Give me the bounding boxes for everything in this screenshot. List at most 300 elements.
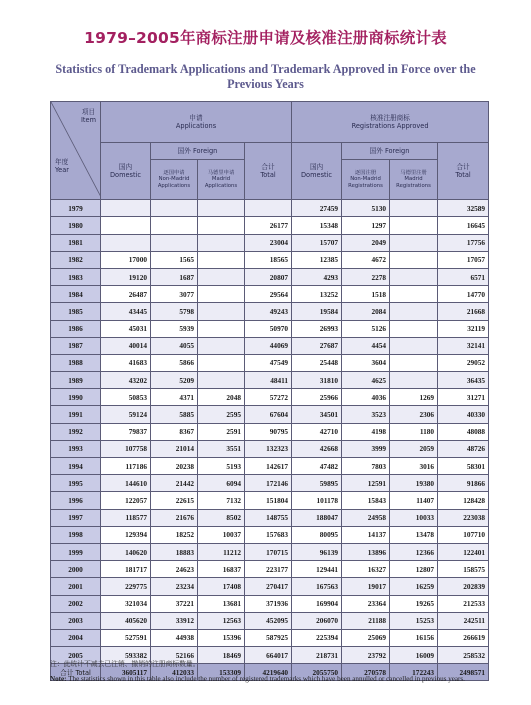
- reg-madrid-cell: [390, 320, 438, 337]
- app-madrid-cell: [198, 337, 245, 354]
- app-total-cell: 172146: [245, 475, 292, 492]
- app-domestic-cell: [101, 234, 151, 251]
- app-madrid-cell: [198, 268, 245, 285]
- table-row: [51, 423, 489, 440]
- app-nonmadrid-cell: [151, 217, 198, 234]
- reg-nonmadrid-cell: 5130: [342, 200, 390, 217]
- reg-total-cell: 32589: [438, 200, 489, 217]
- app-madrid-cell: 3551: [198, 440, 245, 457]
- reg-domestic-cell: 25966: [292, 389, 342, 406]
- app-nonmadrid-cell: 4371: [151, 389, 198, 406]
- table-row: [51, 251, 489, 268]
- app-madrid-cell: [198, 217, 245, 234]
- app-domestic-cell: 40014: [101, 337, 151, 354]
- reg-total-cell: 48726: [438, 440, 489, 457]
- reg-total-cell: 31271: [438, 389, 489, 406]
- year-cell: 1988: [51, 354, 101, 371]
- app-nonmadrid-cell: 21676: [151, 509, 198, 526]
- app-domestic-cell: 229775: [101, 578, 151, 595]
- reg-domestic-cell: 47482: [292, 458, 342, 475]
- reg-nonmadrid-cell: 1518: [342, 286, 390, 303]
- app-madrid-cell: 12563: [198, 612, 245, 629]
- reg-total-cell: 128428: [438, 492, 489, 509]
- reg-domestic-cell: 188047: [292, 509, 342, 526]
- app-nonmadrid-cell: 5885: [151, 406, 198, 423]
- app-domestic-cell: 50853: [101, 389, 151, 406]
- app-domestic-cell: 79837: [101, 423, 151, 440]
- app-madrid-cell: 11212: [198, 543, 245, 560]
- app-nonmadrid-cell: [151, 234, 198, 251]
- note-english: [50, 674, 490, 685]
- app-total-cell: 29564: [245, 286, 292, 303]
- reg-domestic-header: 国内 Domestic: [292, 143, 342, 200]
- app-foreign-header: 国外 Foreign: [151, 143, 245, 160]
- app-madrid-cell: [198, 354, 245, 371]
- year-total-cell: 合计 Total: [51, 664, 101, 681]
- year-cell: 2005: [51, 647, 101, 664]
- nonmadrid-applications-header: 逐国申请 Non-Madrid Applications: [151, 160, 198, 200]
- app-nonmadrid-cell: 5866: [151, 354, 198, 371]
- app-total-cell: 371936: [245, 595, 292, 612]
- app-madrid-cell: 6094: [198, 475, 245, 492]
- app-domestic-cell: [101, 200, 151, 217]
- app-domestic-cell: 117186: [101, 458, 151, 475]
- year-cell: 1998: [51, 526, 101, 543]
- year-cell: 2002: [51, 595, 101, 612]
- reg-total-header: 合计 Total: [438, 143, 489, 200]
- reg-nonmadrid-cell: 16327: [342, 561, 390, 578]
- app-madrid-cell: 17408: [198, 578, 245, 595]
- year-cell: 1993: [51, 440, 101, 457]
- reg-total-cell: 29052: [438, 354, 489, 371]
- table-header: [51, 102, 489, 200]
- year-cell: 1984: [51, 286, 101, 303]
- reg-domestic-cell: 4293: [292, 268, 342, 285]
- year-cell: 2000: [51, 561, 101, 578]
- reg-nonmadrid-cell: 21188: [342, 612, 390, 629]
- app-madrid-cell: 8502: [198, 509, 245, 526]
- reg-nonmadrid-cell: 13896: [342, 543, 390, 560]
- app-madrid-cell: [198, 200, 245, 217]
- reg-domestic-cell: 15348: [292, 217, 342, 234]
- reg-domestic-cell: 42710: [292, 423, 342, 440]
- nonmadrid-registrations-header: 逐国注册 Non-Madrid Registrations: [342, 160, 390, 200]
- reg-madrid-cell: 13478: [390, 526, 438, 543]
- reg-nonmadrid-cell: 12591: [342, 475, 390, 492]
- reg-nonmadrid-cell: 2049: [342, 234, 390, 251]
- app-domestic-cell: 144610: [101, 475, 151, 492]
- reg-madrid-cell: [390, 286, 438, 303]
- note-text: The statistics shown in this table also include the number of registered trademarks which have been annulled or cancelled in previous years.: [68, 675, 465, 683]
- app-domestic-cell: 118577: [101, 509, 151, 526]
- reg-domestic-cell: 101178: [292, 492, 342, 509]
- table-row: [51, 595, 489, 612]
- reg-nonmadrid-cell: 19017: [342, 578, 390, 595]
- reg-foreign-header: 国外 Foreign: [342, 143, 438, 160]
- reg-nonmadrid-cell: 24958: [342, 509, 390, 526]
- app-nonmadrid-cell: [151, 200, 198, 217]
- year-cell: 2003: [51, 612, 101, 629]
- year-cell: 2001: [51, 578, 101, 595]
- reg-total-cell: 91866: [438, 475, 489, 492]
- reg-total-cell: 202839: [438, 578, 489, 595]
- app-domestic-cell: 26487: [101, 286, 151, 303]
- app-madrid-cell: [198, 234, 245, 251]
- reg-domestic-cell: 15707: [292, 234, 342, 251]
- app-madrid-cell: 7132: [198, 492, 245, 509]
- reg-domestic-cell: 13252: [292, 286, 342, 303]
- year-cell: 1994: [51, 458, 101, 475]
- reg-madrid-cell: [390, 303, 438, 320]
- table-row: [51, 286, 489, 303]
- reg-nonmadrid-cell: 3604: [342, 354, 390, 371]
- table-row: [51, 354, 489, 371]
- app-madrid-cell: 15396: [198, 629, 245, 646]
- app-domestic-cell: 129394: [101, 526, 151, 543]
- app-domestic-cell: 593382: [101, 647, 151, 664]
- app-nonmadrid-cell: 21014: [151, 440, 198, 457]
- reg-total-cell: 242511: [438, 612, 489, 629]
- app-domestic-cell: 181717: [101, 561, 151, 578]
- app-total-cell: 90795: [245, 423, 292, 440]
- app-nonmadrid-cell: 5798: [151, 303, 198, 320]
- reg-nonmadrid-cell: 4454: [342, 337, 390, 354]
- reg-domestic-cell: 96139: [292, 543, 342, 560]
- applications-group-header: 申请 Applications: [101, 102, 292, 143]
- reg-nonmadrid-cell: 14137: [342, 526, 390, 543]
- reg-madrid-cell: 10033: [390, 509, 438, 526]
- table-row: [51, 458, 489, 475]
- app-domestic-cell: 321034: [101, 595, 151, 612]
- table-row: [51, 200, 489, 217]
- reg-domestic-cell: 27459: [292, 200, 342, 217]
- reg-total-total-cell: 2498571: [438, 664, 489, 681]
- corner-header-cell: [51, 102, 101, 200]
- reg-madrid-cell: 11407: [390, 492, 438, 509]
- reg-nonmadrid-cell: 4198: [342, 423, 390, 440]
- app-nonmadrid-cell: 52166: [151, 647, 198, 664]
- reg-nonmadrid-cell: 4672: [342, 251, 390, 268]
- reg-madrid-cell: [390, 268, 438, 285]
- app-nonmadrid-cell: 22615: [151, 492, 198, 509]
- app-nonmadrid-cell: 1565: [151, 251, 198, 268]
- reg-nonmadrid-cell: 3523: [342, 406, 390, 423]
- app-madrid-cell: 13681: [198, 595, 245, 612]
- reg-nonmadrid-cell: 7803: [342, 458, 390, 475]
- app-nonmadrid-cell: 21442: [151, 475, 198, 492]
- app-total-cell: 587925: [245, 629, 292, 646]
- app-domestic-cell: 527591: [101, 629, 151, 646]
- app-total-cell: 148755: [245, 509, 292, 526]
- app-total-cell: 18565: [245, 251, 292, 268]
- reg-madrid-total-cell: 172243: [390, 664, 438, 681]
- table-row: [51, 526, 489, 543]
- app-total-cell: 664017: [245, 647, 292, 664]
- reg-total-cell: 158575: [438, 561, 489, 578]
- reg-madrid-cell: 15253: [390, 612, 438, 629]
- reg-madrid-cell: 16009: [390, 647, 438, 664]
- reg-domestic-cell: 19584: [292, 303, 342, 320]
- app-madrid-cell: 2048: [198, 389, 245, 406]
- reg-total-cell: 6571: [438, 268, 489, 285]
- table-row: [51, 475, 489, 492]
- app-madrid-cell: 5193: [198, 458, 245, 475]
- reg-madrid-cell: [390, 217, 438, 234]
- app-total-cell: 50970: [245, 320, 292, 337]
- reg-total-cell: 258532: [438, 647, 489, 664]
- app-nonmadrid-cell: 3077: [151, 286, 198, 303]
- reg-madrid-cell: [390, 354, 438, 371]
- reg-domestic-cell: 25448: [292, 354, 342, 371]
- year-cell: 1996: [51, 492, 101, 509]
- reg-madrid-cell: 2059: [390, 440, 438, 457]
- app-total-cell: 452095: [245, 612, 292, 629]
- app-nonmadrid-cell: 4055: [151, 337, 198, 354]
- year-cell: 1987: [51, 337, 101, 354]
- app-domestic-cell: [101, 217, 151, 234]
- table-row: [51, 509, 489, 526]
- app-nonmadrid-cell: 1687: [151, 268, 198, 285]
- app-total-cell: 49243: [245, 303, 292, 320]
- reg-total-cell: 58301: [438, 458, 489, 475]
- app-nonmadrid-cell: 20238: [151, 458, 198, 475]
- reg-nonmadrid-cell: 4625: [342, 372, 390, 389]
- app-nonmadrid-cell: 18252: [151, 526, 198, 543]
- app-madrid-cell: 2591: [198, 423, 245, 440]
- reg-total-cell: 32141: [438, 337, 489, 354]
- year-cell: 1999: [51, 543, 101, 560]
- app-nonmadrid-cell: 44938: [151, 629, 198, 646]
- app-total-cell: 223177: [245, 561, 292, 578]
- year-cell: 1989: [51, 372, 101, 389]
- reg-domestic-cell: 26993: [292, 320, 342, 337]
- app-total-cell: 157683: [245, 526, 292, 543]
- table-body: [51, 200, 489, 681]
- reg-nonmadrid-cell: 2084: [342, 303, 390, 320]
- reg-total-cell: 32119: [438, 320, 489, 337]
- app-domestic-header: 国内 Domestic: [101, 143, 151, 200]
- app-total-cell: 142617: [245, 458, 292, 475]
- reg-madrid-cell: 12807: [390, 561, 438, 578]
- reg-domestic-cell: 169904: [292, 595, 342, 612]
- app-nonmadrid-cell: 24623: [151, 561, 198, 578]
- app-domestic-total-cell: 3605117: [101, 664, 151, 681]
- reg-nonmadrid-cell: 15843: [342, 492, 390, 509]
- app-total-cell: 170715: [245, 543, 292, 560]
- app-nonmadrid-cell: 33912: [151, 612, 198, 629]
- reg-total-cell: 48088: [438, 423, 489, 440]
- app-total-cell: 270417: [245, 578, 292, 595]
- reg-total-cell: 266619: [438, 629, 489, 646]
- app-domestic-cell: 59124: [101, 406, 151, 423]
- reg-madrid-cell: 16156: [390, 629, 438, 646]
- app-madrid-total-cell: 153309: [198, 664, 245, 681]
- app-nonmadrid-cell: 8367: [151, 423, 198, 440]
- reg-domestic-cell: 34501: [292, 406, 342, 423]
- app-total-cell: 67604: [245, 406, 292, 423]
- app-total-cell: 44069: [245, 337, 292, 354]
- app-madrid-cell: [198, 320, 245, 337]
- app-total-cell: 132323: [245, 440, 292, 457]
- table-row: [51, 389, 489, 406]
- item-label: 项目 Item: [80, 108, 96, 124]
- year-cell: 1986: [51, 320, 101, 337]
- app-domestic-cell: 45031: [101, 320, 151, 337]
- reg-nonmadrid-cell: 25069: [342, 629, 390, 646]
- table-row: [51, 561, 489, 578]
- reg-madrid-cell: 1180: [390, 423, 438, 440]
- reg-madrid-cell: 16259: [390, 578, 438, 595]
- year-cell: 1992: [51, 423, 101, 440]
- table-row: [51, 234, 489, 251]
- madrid-applications-header: 马德里申请 Madrid Applications: [198, 160, 245, 200]
- reg-madrid-cell: 2306: [390, 406, 438, 423]
- app-madrid-cell: [198, 286, 245, 303]
- year-cell: 1990: [51, 389, 101, 406]
- page-title-english: Statistics of Trademark Applications and Trademark Approved in Force over the Previous Years: [55, 62, 476, 91]
- table-row: [51, 268, 489, 285]
- app-madrid-cell: [198, 372, 245, 389]
- note-label: Note:: [50, 675, 67, 683]
- app-total-cell: 20807: [245, 268, 292, 285]
- reg-total-cell: 212533: [438, 595, 489, 612]
- app-nonmadrid-cell: 18883: [151, 543, 198, 560]
- app-domestic-cell: 17000: [101, 251, 151, 268]
- app-nonmadrid-cell: 5939: [151, 320, 198, 337]
- table-row: [51, 320, 489, 337]
- app-total-cell: 23004: [245, 234, 292, 251]
- year-cell: 1981: [51, 234, 101, 251]
- table-row: [51, 440, 489, 457]
- app-total-total-cell: 4219640: [245, 664, 292, 681]
- reg-total-cell: 223038: [438, 509, 489, 526]
- app-nonmadrid-cell: 23234: [151, 578, 198, 595]
- reg-nonmadrid-cell: 3999: [342, 440, 390, 457]
- app-domestic-cell: 19120: [101, 268, 151, 285]
- reg-nonmadrid-cell: 5126: [342, 320, 390, 337]
- registrations-group-header: 核准注册商标 Registrations Approved: [292, 102, 489, 143]
- table-row: [51, 578, 489, 595]
- reg-madrid-cell: 12366: [390, 543, 438, 560]
- table-row: [51, 406, 489, 423]
- app-total-cell: 48411: [245, 372, 292, 389]
- app-domestic-cell: 122057: [101, 492, 151, 509]
- year-cell: 2004: [51, 629, 101, 646]
- reg-nonmadrid-cell: 1297: [342, 217, 390, 234]
- app-madrid-cell: [198, 251, 245, 268]
- reg-madrid-cell: [390, 372, 438, 389]
- reg-total-cell: 16645: [438, 217, 489, 234]
- reg-nonmadrid-cell: 23792: [342, 647, 390, 664]
- table-row: [51, 612, 489, 629]
- reg-madrid-cell: 3016: [390, 458, 438, 475]
- app-domestic-cell: 405620: [101, 612, 151, 629]
- reg-domestic-cell: 80095: [292, 526, 342, 543]
- reg-domestic-cell: 31810: [292, 372, 342, 389]
- year-cell: 1991: [51, 406, 101, 423]
- reg-nonmadrid-total-cell: 270578: [342, 664, 390, 681]
- note-chinese: 注：此统计不减去已注销、撤销的注册商标数量。: [50, 660, 200, 668]
- app-total-cell: 47549: [245, 354, 292, 371]
- year-label: 年度 Year: [55, 158, 69, 174]
- app-domestic-cell: 43445: [101, 303, 151, 320]
- year-cell: 1997: [51, 509, 101, 526]
- reg-domestic-cell: 59895: [292, 475, 342, 492]
- reg-domestic-cell: 12385: [292, 251, 342, 268]
- reg-total-cell: 36435: [438, 372, 489, 389]
- reg-domestic-cell: 167563: [292, 578, 342, 595]
- year-cell: 1995: [51, 475, 101, 492]
- reg-madrid-cell: [390, 251, 438, 268]
- app-domestic-cell: 140620: [101, 543, 151, 560]
- app-domestic-cell: 107758: [101, 440, 151, 457]
- reg-domestic-cell: 225394: [292, 629, 342, 646]
- table-row: [51, 543, 489, 560]
- year-cell: 1980: [51, 217, 101, 234]
- app-nonmadrid-cell: 37221: [151, 595, 198, 612]
- reg-madrid-cell: [390, 200, 438, 217]
- reg-madrid-cell: [390, 234, 438, 251]
- reg-nonmadrid-cell: 2278: [342, 268, 390, 285]
- app-madrid-cell: 16837: [198, 561, 245, 578]
- reg-domestic-cell: 129441: [292, 561, 342, 578]
- reg-domestic-cell: 206070: [292, 612, 342, 629]
- year-cell: 1983: [51, 268, 101, 285]
- page-title-chinese: 1979–2005年商标注册申请及核准注册商标统计表: [84, 29, 447, 47]
- app-domestic-cell: 41683: [101, 354, 151, 371]
- year-cell: 1982: [51, 251, 101, 268]
- reg-madrid-cell: [390, 337, 438, 354]
- app-domestic-cell: 43202: [101, 372, 151, 389]
- year-cell: 1979: [51, 200, 101, 217]
- reg-domestic-cell: 27687: [292, 337, 342, 354]
- reg-madrid-cell: 19380: [390, 475, 438, 492]
- app-nonmadrid-total-cell: 412033: [151, 664, 198, 681]
- app-madrid-cell: [198, 303, 245, 320]
- year-cell: 1985: [51, 303, 101, 320]
- table-row: [51, 337, 489, 354]
- app-madrid-cell: 10037: [198, 526, 245, 543]
- table-row: [51, 629, 489, 646]
- reg-madrid-cell: 19265: [390, 595, 438, 612]
- madrid-registrations-header: 马德里注册 Madrid Registrations: [390, 160, 438, 200]
- app-total-cell: 151804: [245, 492, 292, 509]
- reg-total-cell: 17756: [438, 234, 489, 251]
- app-total-cell: 26177: [245, 217, 292, 234]
- reg-total-cell: 17057: [438, 251, 489, 268]
- reg-domestic-cell: 218731: [292, 647, 342, 664]
- table-row: [51, 492, 489, 509]
- trademark-statistics-table: [50, 101, 489, 681]
- reg-total-cell: 21668: [438, 303, 489, 320]
- app-madrid-cell: 18469: [198, 647, 245, 664]
- app-madrid-cell: 2595: [198, 406, 245, 423]
- table-row: [51, 303, 489, 320]
- reg-nonmadrid-cell: 23364: [342, 595, 390, 612]
- reg-madrid-cell: 1269: [390, 389, 438, 406]
- app-nonmadrid-cell: 5209: [151, 372, 198, 389]
- reg-nonmadrid-cell: 4036: [342, 389, 390, 406]
- app-total-cell: [245, 200, 292, 217]
- table-row: [51, 372, 489, 389]
- reg-total-cell: 122401: [438, 543, 489, 560]
- reg-domestic-cell: 42668: [292, 440, 342, 457]
- app-total-header: 合计 Total: [245, 143, 292, 200]
- table-row: [51, 217, 489, 234]
- reg-total-cell: 107710: [438, 526, 489, 543]
- reg-total-cell: 14770: [438, 286, 489, 303]
- app-total-cell: 57272: [245, 389, 292, 406]
